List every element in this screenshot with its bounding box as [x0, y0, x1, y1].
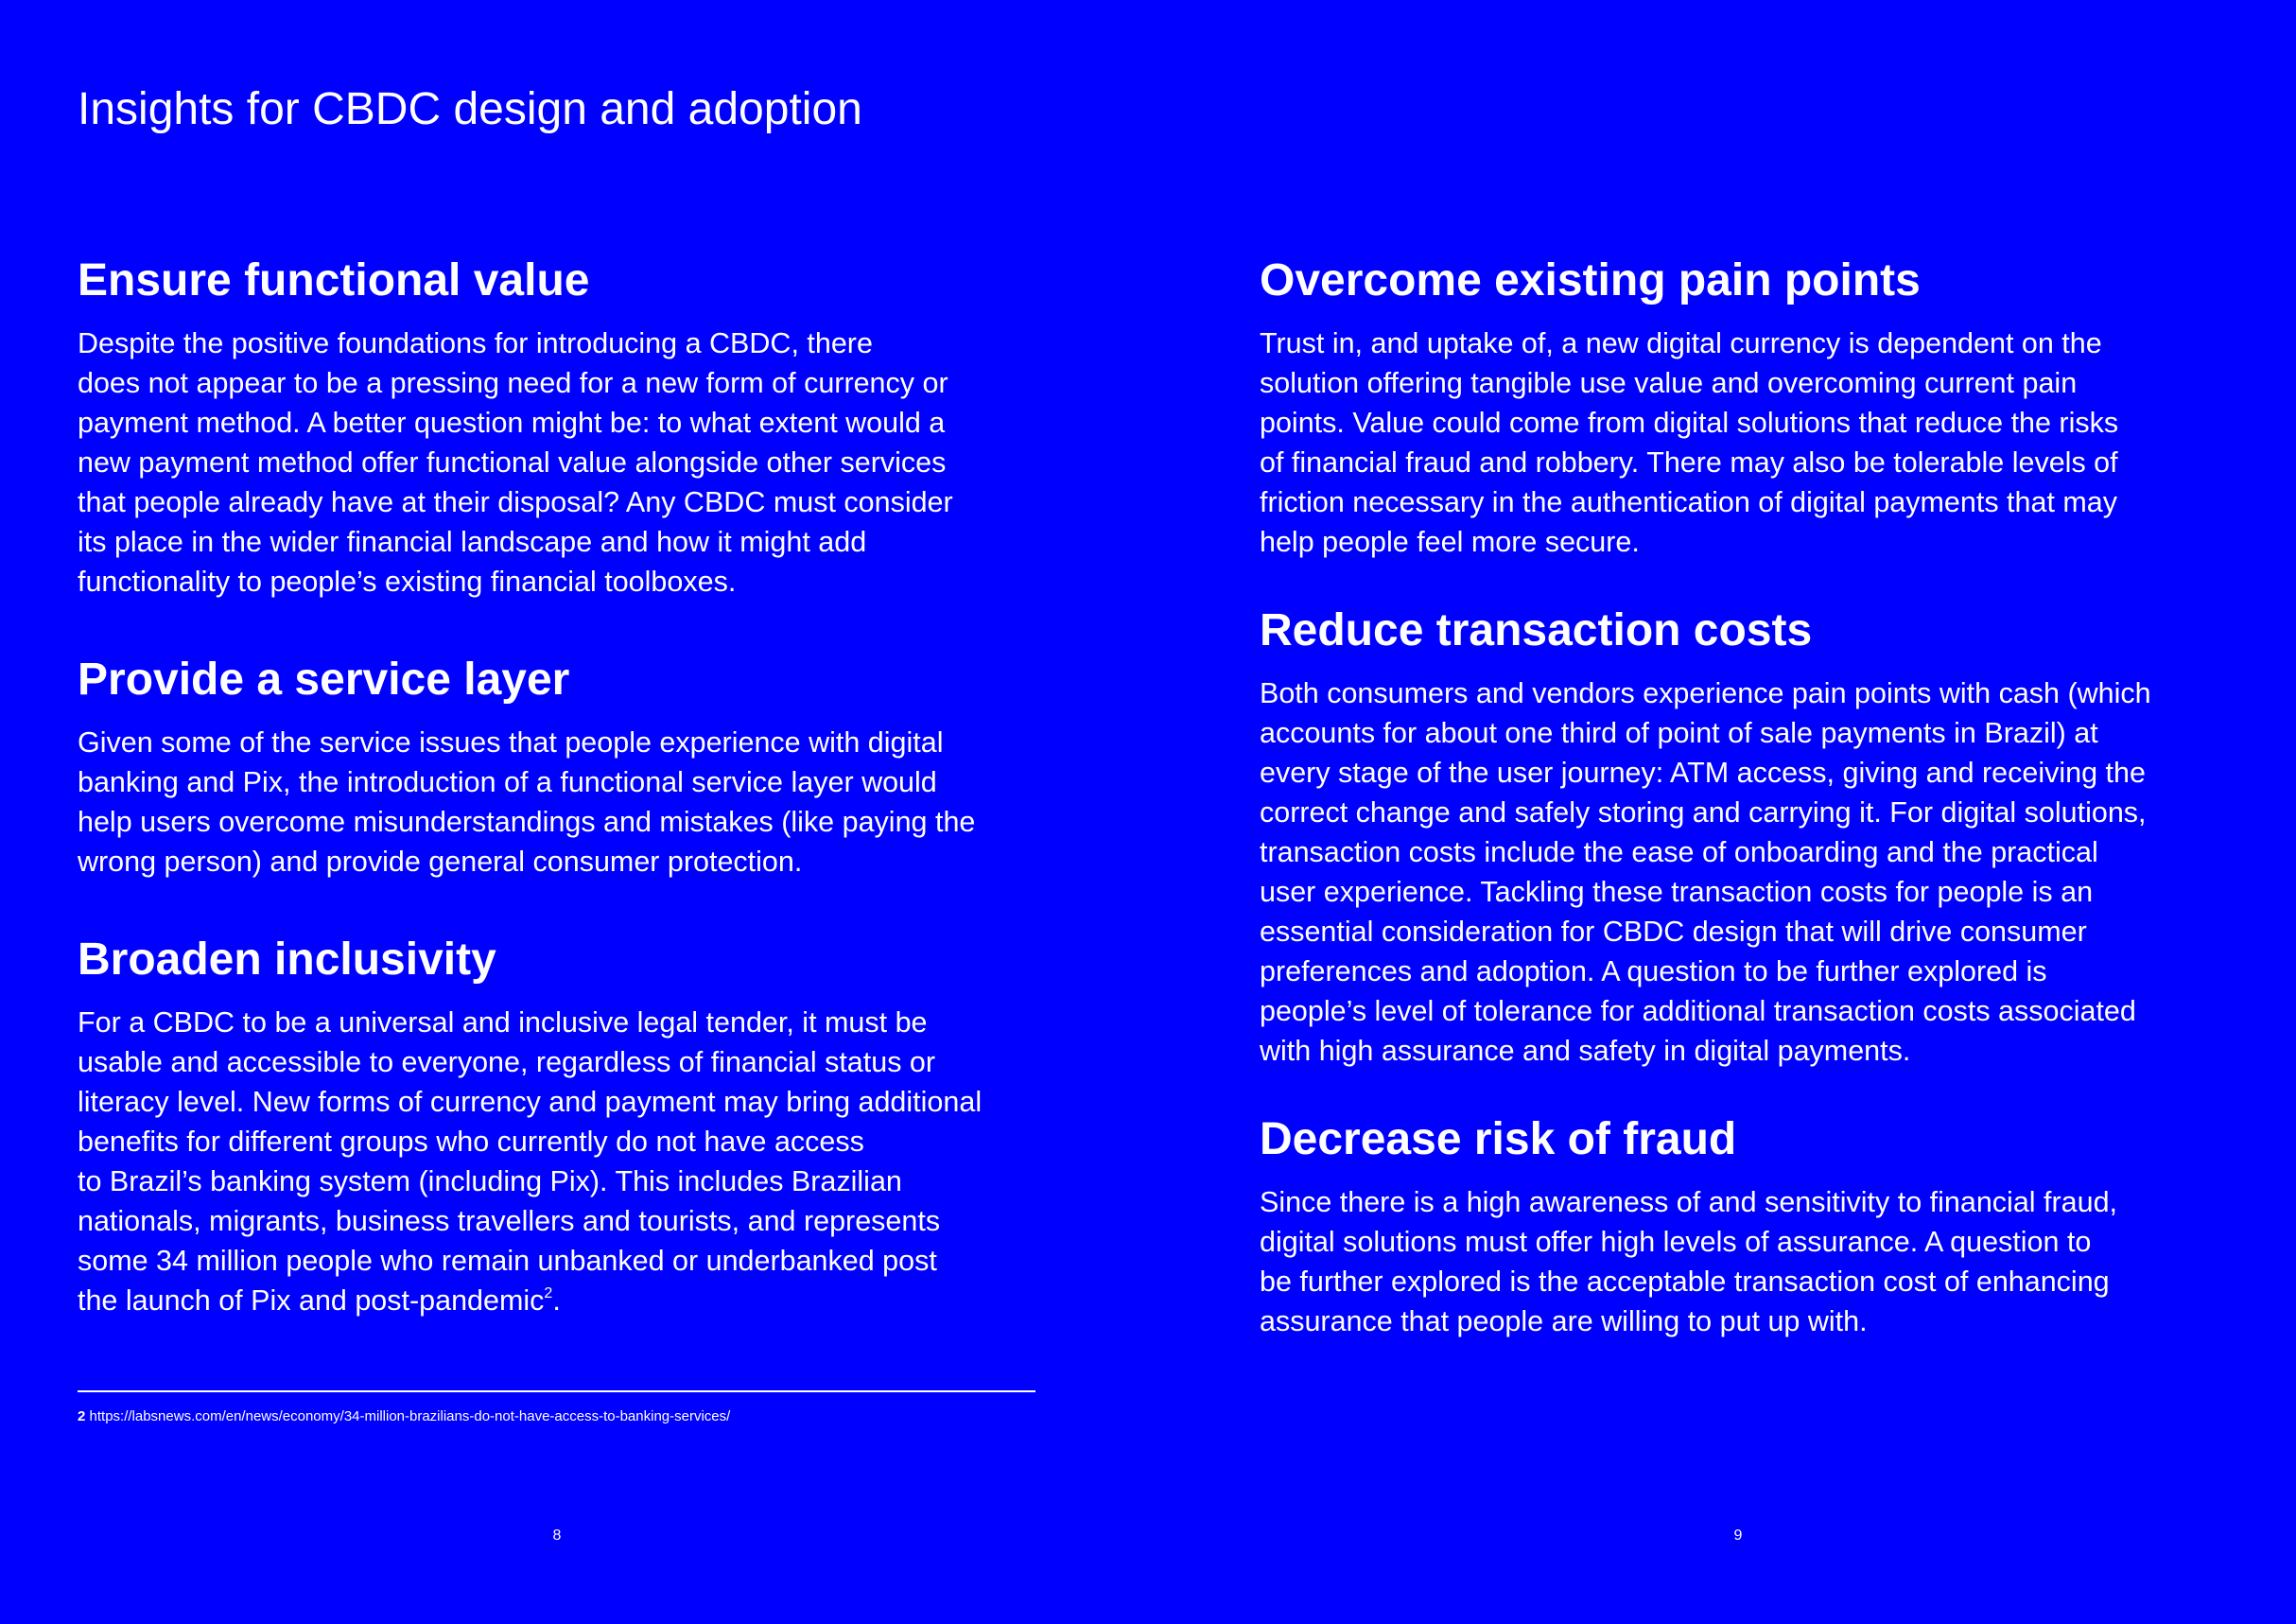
text-line: help users overcome misunderstandings and mistakes (like paying the: [78, 806, 976, 838]
text-line: nationals, migrants, business travellers and tourists, and represents: [78, 1205, 941, 1237]
text-line: preferences and adoption. A question to be further explored is: [1260, 955, 2047, 987]
text-line: solution offering tangible use value and overcoming current pain: [1260, 367, 2078, 399]
section-broaden-inclusivity: [78, 930, 1040, 1320]
text-line: new payment method offer functional value alongside other services: [78, 446, 947, 479]
text-line: For a CBDC to be a universal and inclusive legal tender, it must be: [78, 1006, 928, 1039]
text-line: Both consumers and vendors experience pain points with cash (which: [1260, 677, 2151, 709]
text-line: every stage of the user journey: ATM access, giving and receiving the: [1260, 757, 2146, 789]
section-heading: Overcome existing pain points: [1260, 255, 1921, 306]
text-line: Since there is a high awareness of and sensitivity to financial fraud,: [1260, 1186, 2118, 1218]
text-line: correct change and safely storing and carrying it. For digital solutions,: [1260, 796, 2147, 829]
text-line: to Brazil’s banking system (including Pix). This includes Brazilian: [78, 1165, 902, 1197]
footnote-divider: [78, 1390, 1035, 1392]
text-line: that people already have at their disposal? Any CBDC must consider: [78, 486, 953, 518]
section-body: [78, 1003, 1040, 1320]
text-line: Trust in, and uptake of, a new digital currency is dependent on the: [1260, 327, 2102, 359]
text-line: assurance that people are willing to put up with.: [1260, 1305, 1868, 1337]
text-line: some 34 million people who remain unbanked or underbanked post: [78, 1245, 937, 1277]
section-ensure-functional-value: [78, 251, 1040, 602]
text-line: functionality to people’s existing financial toolboxes.: [78, 566, 737, 598]
section-reduce-transaction-costs: [1260, 601, 2224, 1071]
text-line: friction necessary in the authentication of digital payments that may: [1260, 486, 2118, 518]
text-line: user experience. Tackling these transaction costs for people is an: [1260, 876, 2094, 908]
text-fragment: the launch of Pix and post-pandemic: [78, 1284, 545, 1317]
text-line: accounts for about one third of point of sale payments in Brazil) at: [1260, 717, 2098, 749]
text-line: its place in the wider financial landscape and how it might add: [78, 526, 867, 558]
left-column: [78, 251, 1040, 1320]
text-fragment: .: [552, 1284, 561, 1317]
text-line: with high assurance and safety in digital payments.: [1260, 1035, 1911, 1067]
text-line: banking and Pix, the introduction of a functional service layer would: [78, 766, 937, 798]
text-line: Given some of the service issues that people experience with digital: [78, 726, 944, 759]
text-line-with-footnote: [78, 1281, 1040, 1320]
text-line: usable and accessible to everyone, regardless of financial status or: [78, 1046, 936, 1078]
footnote-reference: 2: [544, 1285, 553, 1301]
section-heading: Decrease risk of fraud: [1260, 1114, 1737, 1164]
text-line: Despite the positive foundations for introducing a CBDC, there: [78, 327, 873, 359]
text-line: payment method. A better question might be: to what extent would a: [78, 407, 946, 439]
section-body: [78, 723, 1040, 882]
section-body: [1260, 1182, 2224, 1341]
text-line: transaction costs include the ease of onboarding and the practical: [1260, 836, 2098, 868]
footnote: [78, 1407, 730, 1426]
text-line: wrong person) and provide general consumer protection.: [78, 846, 803, 878]
text-line: essential consideration for CBDC design that will drive consumer: [1260, 916, 2087, 948]
page-number-left: 8: [552, 1528, 562, 1544]
right-column: [1260, 251, 2224, 1341]
section-heading: Reduce transaction costs: [1260, 605, 1813, 655]
section-provide-service-layer: [78, 650, 1040, 882]
section-overcome-pain-points: [1260, 251, 2224, 562]
text-line: of financial fraud and robbery. There may also be tolerable levels of: [1260, 446, 2118, 479]
section-body: [78, 323, 1040, 602]
page-number-right: 9: [1733, 1528, 1743, 1544]
text-line: be further explored is the acceptable transaction cost of enhancing: [1260, 1266, 2110, 1298]
section-decrease-risk-of-fraud: [1260, 1109, 2224, 1341]
text-line: help people feel more secure.: [1260, 526, 1640, 558]
text-line: literacy level. New forms of currency and payment may bring additional: [78, 1086, 983, 1118]
text-line: benefits for different groups who currently do not have access: [78, 1126, 864, 1158]
section-heading: Provide a service layer: [78, 655, 570, 705]
text-line: does not appear to be a pressing need for a new form of currency or: [78, 367, 948, 399]
text-line: digital solutions must offer high levels of assurance. A question to: [1260, 1226, 2092, 1258]
section-heading: Broaden inclusivity: [78, 934, 496, 985]
section-heading: Ensure functional value: [78, 255, 590, 306]
footnote-number: 2: [78, 1408, 86, 1424]
section-body: [1260, 673, 2224, 1071]
text-line: people’s level of tolerance for additional transaction costs associated: [1260, 995, 2136, 1027]
page-title: Insights for CBDC design and adoption: [78, 84, 862, 134]
section-body: [1260, 323, 2224, 562]
text-line: points. Value could come from digital solutions that reduce the risks: [1260, 407, 2119, 439]
footnote-link[interactable]: https://labsnews.com/en/news/economy/34-million-brazilians-do-not-have-access-to-banking-services/: [89, 1408, 731, 1424]
